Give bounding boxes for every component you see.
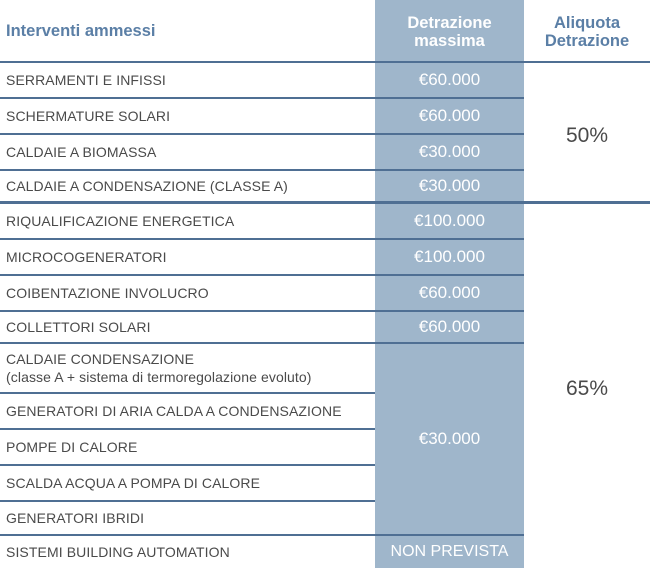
header-detrazione-line1: Detrazione <box>407 14 492 32</box>
row-label-coibentazione: COIBENTAZIONE INVOLUCRO <box>6 285 209 301</box>
row-label-serramenti: SERRAMENTI E INFISSI <box>6 72 166 88</box>
row-value-serramenti: €60.000 <box>418 70 481 89</box>
row-label-caldaie-biomassa: CALDAIE A BIOMASSA <box>6 144 157 160</box>
row-value-caldaie-condensazione-a: €30.000 <box>418 176 481 195</box>
header-aliquota-line1: Aliquota <box>554 14 620 32</box>
rate-group-2: 65% <box>565 377 609 400</box>
row-value-collettori: €60.000 <box>418 317 481 336</box>
row-label-line1: CALDAIE CONDENSAZIONE <box>6 351 195 367</box>
header-interventi: Interventi ammessi <box>6 22 156 40</box>
row-label-riqualificazione: RIQUALIFICAZIONE ENERGETICA <box>6 213 235 229</box>
row-value-coibentazione: €60.000 <box>418 283 481 302</box>
row-value-microcogeneratori: €100.000 <box>414 247 485 266</box>
rate-group-1: 50% <box>565 124 609 147</box>
row-label-generatori-aria: GENERATORI DI ARIA CALDA A CONDENSAZIONE <box>6 403 342 419</box>
row-label-caldaie-condensazione-a: CALDAIE A CONDENSAZIONE (CLASSE A) <box>6 178 288 194</box>
header-detrazione-massima <box>375 0 524 62</box>
row-value-caldaie-biomassa: €30.000 <box>418 142 481 161</box>
header-aliquota <box>524 14 650 50</box>
row-label-schermature: SCHERMATURE SOLARI <box>6 108 171 124</box>
row-label-generatori-ibridi: GENERATORI IBRIDI <box>6 510 145 526</box>
row-label-building-automation: SISTEMI BUILDING AUTOMATION <box>6 544 230 560</box>
row-value-riqualificazione: €100.000 <box>414 211 485 230</box>
merged-value-cell: €30.000 <box>418 429 481 448</box>
row-label-collettori: COLLETTORI SOLARI <box>6 319 151 335</box>
row-label-scalda-acqua: SCALDA ACQUA A POMPA DI CALORE <box>6 475 261 491</box>
header-aliquota-line2: Detrazione <box>544 32 630 50</box>
header-detrazione-line2: massima <box>414 32 485 50</box>
row-label-microcogeneratori: MICROCOGENERATORI <box>6 249 167 265</box>
row-label-line2: (classe A + sistema di termoregolazione evoluto) <box>6 369 312 385</box>
row-value-schermature: €60.000 <box>418 106 481 125</box>
row-label-pompe-calore: POMPE DI CALORE <box>6 439 138 455</box>
row-value-building-automation: NON PREVISTA <box>390 543 509 560</box>
row-label-caldaie-condensazione-evoluto <box>6 344 366 392</box>
